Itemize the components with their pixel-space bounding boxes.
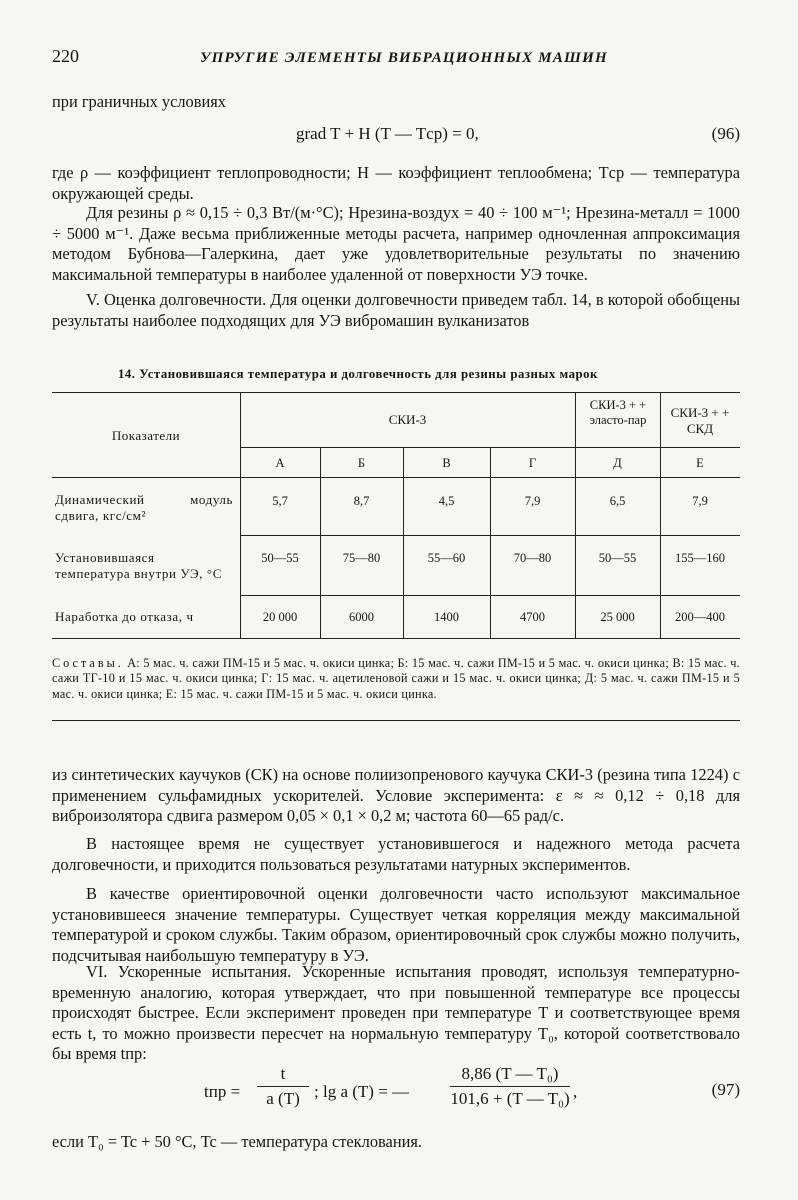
table-cell: 155—160 — [675, 551, 725, 565]
header-parameters: Показатели — [111, 428, 181, 443]
table-bottom-rule — [52, 638, 740, 639]
eq97-mid: ; lg a (T) = — — [314, 1082, 410, 1101]
notes-bottom-rule — [52, 720, 740, 721]
table-cell: 6000 — [349, 610, 374, 624]
sk-paragraph: из синтетических каучуков (СК) на основе полиизопренового каучука СКИ-3 (резина типа 1224) с применением сульфамидных ускорителей. Условие эксперимента: ε ≈ ≈ 0,12 ÷ 0,18 для виброизолятора сдвига размером 0,05 × 0,1 × 0,2 м; частота 60—65 рад/с. — [52, 765, 740, 826]
table-cell: 25 000 — [600, 610, 635, 624]
eq97-bar2 — [450, 1086, 570, 1087]
col-head-v: В — [442, 456, 451, 470]
table-cell: 4,5 — [438, 494, 455, 508]
col-divider-5 — [660, 392, 661, 638]
table-cell: 7,9 — [524, 494, 541, 508]
col-divider-4 — [575, 392, 576, 638]
table-cell: 1400 — [434, 610, 459, 624]
eq97-end: , — [573, 1082, 578, 1101]
table-cell: 75—80 — [342, 551, 381, 565]
running-title: УПРУГИЕ ЭЛЕМЕНТЫ ВИБРАЦИОННЫХ МАШИН — [200, 50, 608, 66]
col-head-g: Г — [528, 456, 537, 470]
eq97-den1: a (T) — [266, 1089, 300, 1108]
orient-paragraph: В качестве ориентировочной оценки долговечности часто используют максимальное установившееся значение температуры. Существует четкая корреляция между максимальной температурой и сроком службы. Таким образом, ориентировочный срок службы можно получить, подсчитывая наибольшую температуру в УЭ. — [52, 884, 740, 965]
rubber-paragraph: Для резины ρ ≈ 0,15 ÷ 0,3 Вт/(м·°С); Hрезина-воздух = 40 ÷ 100 м⁻¹; Hрезина-металл = 1000 ÷ 5000 м⁻¹. Даже весьма приближенные методы расчета, например одночленная аппроксимация методом Бубнова—Галеркина, дает уже удовлетворительные результаты по значению максимальной температуры в наиболее удаленной от поверхности УЭ точке. — [52, 203, 740, 284]
table-cell: 4700 — [520, 610, 545, 624]
equation-97 — [52, 1064, 740, 1122]
row-label-modulus: Динамический модуль сдвига, кгс/см² — [55, 492, 233, 523]
table-cell: 50—55 — [261, 551, 299, 565]
notes-text: А: 5 мас. ч. сажи ПМ-15 и 5 мас. ч. окиси цинка; Б: 15 мас. ч. сажи ПМ-15 и 5 мас. ч. окиси цинка; В: 15 мас. ч. сажи ТГ-10 и 15 мас. ч. окиси цинка; Г: 15 мас. ч. ацетиленовой сажи и 15 мас. ч. окиси цинка; Д: 5 мас. ч. сажи ПМ-15 и 5 мас. ч. окиси цинка; Е: 15 мас. ч. сажи ПМ-15 и 5 мас. ч. окиси цинка. — [52, 656, 740, 701]
eq97-lhs: tпр = — [204, 1082, 241, 1101]
accelerated-tests-paragraph: VI. Ускоренные испытания. Ускоренные испытания проводят, используя температурно-временную аналогию, которая утверждает, что при повышенной температуре все процессы происходят быстрее. Если эксперимент проведен при температуре T и соответствующее время есть t, то можно произвести пересчет на нормальную температуру T₀, которой соответствовало бы время tпр: — [52, 962, 740, 1064]
table-cell: 8,7 — [353, 494, 370, 508]
header-ski3-elastopar: СКИ-3 + + эласто-пар — [589, 398, 647, 427]
durability-paragraph: V. Оценка долговечности. Для оценки долговечности приведем табл. 14, в которой обобщены результаты наиболее подходящих для УЭ вибромашин вулканизатов — [52, 290, 740, 330]
eq97-fraction-2 — [450, 1064, 570, 1109]
table-top-rule — [52, 392, 740, 393]
page-number: 220 — [52, 46, 79, 66]
intro-paragraph: при граничных условиях — [52, 92, 226, 111]
eq97-num2: 8,86 (T — T₀) — [461, 1064, 559, 1083]
table-cell: 50—55 — [598, 551, 637, 565]
header-bottom-rule — [52, 477, 740, 478]
table-cell: 20 000 — [262, 610, 298, 624]
col-head-a: А — [275, 456, 285, 470]
header-ski3: СКИ-3 — [388, 412, 427, 427]
equation-96-number: (96) — [711, 124, 740, 143]
table-notes — [52, 656, 740, 702]
col-divider-0 — [240, 392, 241, 638]
eq97-den2: 101,6 + (T — T₀) — [450, 1089, 570, 1108]
header-ski3-skd: СКИ-3 + + СКД — [670, 405, 730, 436]
notes-title: Составы. — [52, 656, 124, 670]
row-label-lifetime: Наработка до отказа, ч — [55, 609, 194, 624]
eq97-bar1 — [257, 1086, 309, 1087]
table-cell: 200—400 — [675, 610, 725, 624]
col-head-e: Е — [696, 456, 704, 470]
last-paragraph: если T₀ = Tc + 50 °С, Tc — температура стеклования. — [52, 1132, 422, 1151]
now-paragraph: В настоящее время не существует установившегося и надежного метода расчета долговечности, и приходится пользоваться результатами натурных экспериментов. — [52, 834, 740, 874]
col-head-d: Д — [613, 456, 622, 470]
eq97-num1: t — [280, 1064, 286, 1083]
table-cell: 55—60 — [427, 551, 466, 565]
table-cell: 7,9 — [692, 494, 708, 508]
where-paragraph: где ρ — коэффициент теплопроводности; H — коэффициент теплообмена; Tср — температура окружающей среды. — [52, 163, 740, 203]
col-head-b: Б — [357, 456, 366, 470]
equation-96-expr: grad T + H (T — Tср) = 0, — [296, 124, 479, 143]
equation-96 — [52, 124, 740, 148]
table-cell: 5,7 — [272, 494, 288, 508]
eq97-fraction-1 — [257, 1064, 309, 1109]
row-label-temperature: Установившаяся температура внутри УЭ, °С — [55, 550, 222, 581]
table-cell: 6,5 — [609, 494, 626, 508]
table-caption: 14. Установившаяся температура и долговечность для резины разных марок — [118, 367, 598, 381]
table-cell: 70—80 — [513, 551, 552, 565]
equation-97-number: (97) — [711, 1080, 740, 1099]
